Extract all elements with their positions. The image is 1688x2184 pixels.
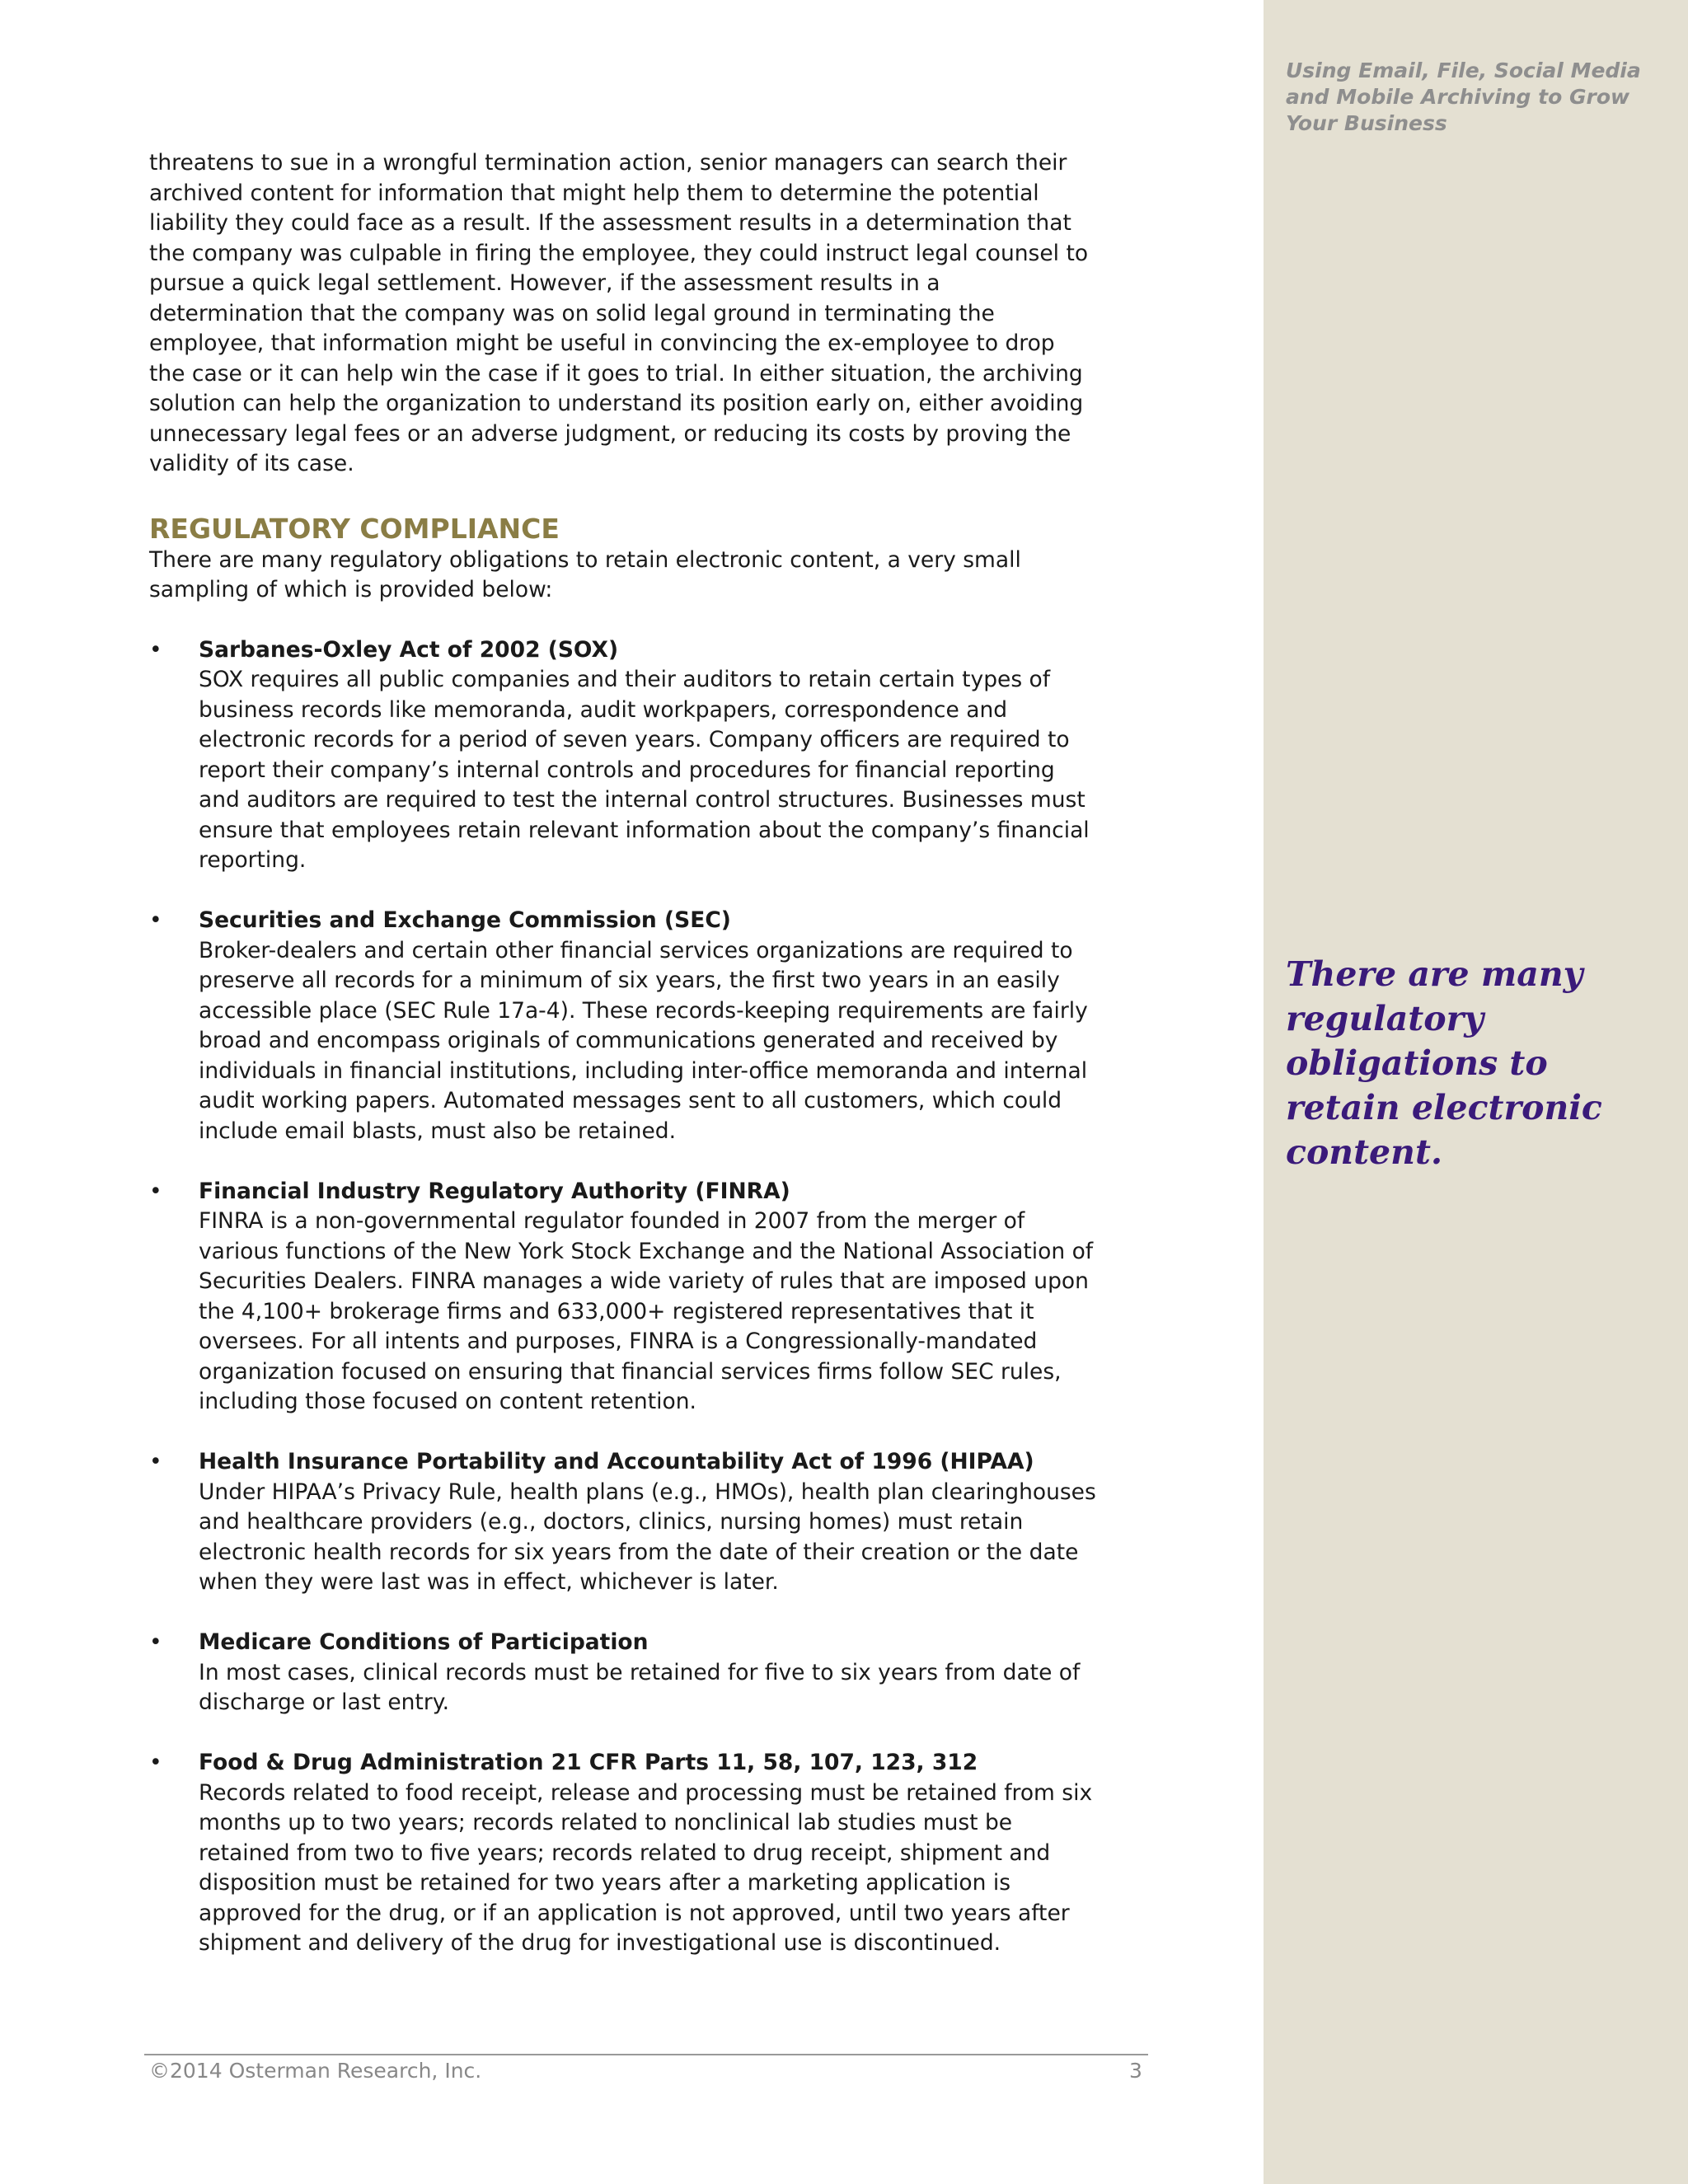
- list-item: [149, 1447, 1097, 1598]
- list-item-body: Records related to food receipt, release and processing must be retained from six months up to two years; records related to nonclinical lab studies must be retained from two to five years; records related to drug receipt, shipment and disposition must be retained for two years after a marketing application is approved for the drug, or if an application is not approved, until two years after shipment and delivery of the drug for investigational use is discontinued.: [199, 1779, 1093, 1956]
- list-item-title: Medicare Conditions of Participation: [199, 1629, 649, 1655]
- list-item-body: FINRA is a non-governmental regulator founded in 2007 from the merger of various functions of the New York Stock Exchange and the National Association of Securities Dealers. FINRA manages a wide variety of rules that are imposed upon the 4,100+ brokerage firms and 633,000+ registered representatives that it oversees. For all intents and purposes, FINRA is a Congressionally-mandated organization focused on ensuring that financial services firms follow SEC rules, including those focused on content retention.: [199, 1208, 1094, 1414]
- page-number: 3: [1129, 2059, 1142, 2083]
- intro-paragraph: threatens to sue in a wrongful termination action, senior managers can search their archived content for information that might help them to determine the potential liability they could face as a result. If the assessment results in a determination that the company was culpable in firing the employee, they could instruct legal counsel to pursue a quick legal settlement. However, if the assessment results in a determination that the company was on solid legal ground in terminating the employee, that information might be useful in convincing the ex-employee to drop the case or it can help win the case if it goes to trial. In either situation, the archiving solution can help the organization to understand its position early on, either avoiding unnecessary legal fees or an adverse judgment, or reducing its costs by proving the validity of its case.: [149, 150, 1089, 476]
- list-item-body: SOX requires all public companies and their auditors to retain certain types of business records like memoranda, audit workpapers, correspondence and electronic records for a period of seven years. Company officers are required to report their company’s internal controls and procedures for financial reporting and auditors are required to test the internal control structures. Businesses must ensure that employees retain relevant information about the company’s financial reporting.: [199, 667, 1090, 873]
- list-item-title: Financial Industry Regulatory Authority (FINRA): [199, 1178, 790, 1204]
- footer-copyright: ©2014 Osterman Research, Inc.: [149, 2059, 482, 2083]
- bullet-icon: •: [149, 636, 162, 663]
- list-item: [149, 906, 1097, 1146]
- list-item-body: Broker-dealers and certain other financial services organizations are required to preserve all records for a minimum of six years, the first two years in an easily accessible place (SEC Rule 17a-4). These records-keeping requirements are fairly broad and encompass originals of communications generated and received by individuals in financial institutions, including inter-office memoranda and internal audit working papers. Automated messages sent to all customers, which could include email blasts, must also be retained.: [199, 937, 1088, 1144]
- bullet-icon: •: [149, 1629, 162, 1655]
- list-item: [149, 1177, 1097, 1418]
- bullet-icon: •: [149, 907, 162, 933]
- list-item-title: Securities and Exchange Commission (SEC): [199, 907, 731, 933]
- bullet-icon: •: [149, 1750, 162, 1775]
- bullet-icon: •: [149, 1449, 162, 1474]
- list-item-body: In most cases, clinical records must be retained for five to six years from date of discharge or last entry.: [199, 1659, 1081, 1715]
- list-item: [149, 1628, 1097, 1718]
- main-content: [149, 148, 1097, 1989]
- list-item-body: Under HIPAA’s Privacy Rule, health plans (e.g., HMOs), health plan clearinghouses and healthcare providers (e.g., doctors, clinics, nursing homes) must retain electronic health records for six years from the date of their creation or the date when they were last was in effect, whichever is later.: [199, 1479, 1096, 1595]
- running-header-title: Using Email, File, Social Media and Mobile Archiving to Grow Your Business: [1286, 59, 1641, 135]
- section-heading: REGULATORY COMPLIANCE: [149, 512, 560, 545]
- list-item: [149, 1748, 1097, 1959]
- pull-quote: There are many regulatory obligations to retain electronic content.: [1286, 954, 1602, 1172]
- list-item-title: Sarbanes-Oxley Act of 2002 (SOX): [199, 636, 619, 663]
- list-item: [149, 635, 1097, 876]
- list-item-title: Health Insurance Portability and Accountability Act of 1996 (HIPAA): [199, 1449, 1034, 1474]
- regulation-list: [149, 635, 1097, 1959]
- lead-paragraph: There are many regulatory obligations to retain electronic content, a very small sampling of which is provided below:: [149, 546, 1021, 602]
- bullet-icon: •: [149, 1178, 162, 1204]
- list-item-title: Food & Drug Administration 21 CFR Parts 11, 58, 107, 123, 312: [199, 1750, 978, 1775]
- footer-divider: [144, 2054, 1148, 2055]
